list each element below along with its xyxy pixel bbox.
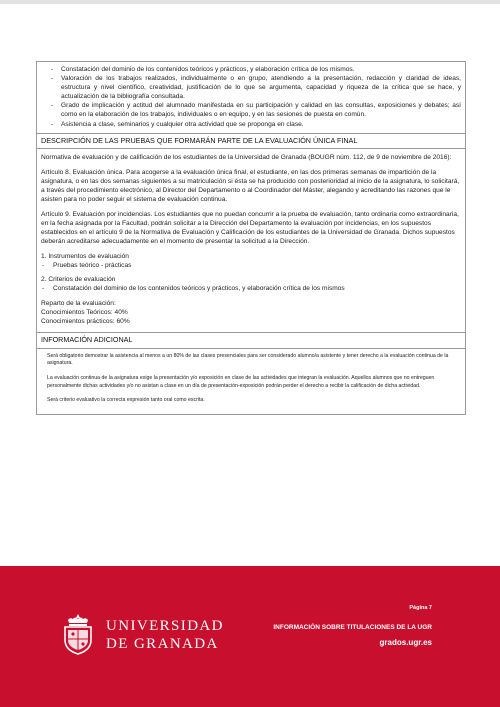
info-heading-row	[37, 333, 465, 349]
final-eval-heading-row	[37, 134, 465, 150]
criteria-eval-list	[41, 284, 461, 293]
instruments-title: 1. Instrumentos de evaluación	[41, 252, 129, 260]
info-section	[37, 349, 465, 414]
final-eval-section	[37, 149, 465, 333]
reparto-practice: Conocimientos prácticos: 60%	[41, 318, 130, 326]
footer-band	[0, 566, 500, 707]
list-item: - Constatación del dominio de los contenidos teóricos y prácticos, y elaboración crítica de los mismos	[41, 284, 461, 293]
criteria-title: 2. Criterios de evaluación	[41, 276, 116, 284]
reparto-theory: Conocimientos Teóricos: 40%	[41, 309, 128, 317]
normativa-text: Normativa de evaluación y de calificación de los estudiantes de la Universidad de Granada (BOUGR núm. 112, de 9 de noviembre de 2016):	[41, 154, 452, 162]
university-crest-icon	[60, 612, 96, 656]
info-heading: INFORMACIÓN ADICIONAL	[41, 335, 133, 345]
article-8: Artículo 8. Evaluación única. Para acogerse a la evaluación única final, el estudiante, en las dos primeras semanas de impartición de la asignatura, o en las dos semanas siguientes a su matriculación si ésta se ha producido con posterioridad al inicio de la asignatura, lo solicitará, a través del procedimiento electrónico, al Director del Departamento o al Coordinador del Máster, alegando y acreditando las razones que le asisten para no poder seguir el sistema de evaluación continua.	[41, 168, 460, 204]
criteria-list	[41, 65, 461, 129]
final-eval-heading: DESCRIPCIÓN DE LAS PRUEBAS QUE FORMARÁN PARTE DE LA EVALUACIÓN ÚNICA FINAL	[41, 135, 358, 145]
university-name-line2: DE GRANADA	[106, 636, 219, 652]
header-strip	[0, 0, 500, 4]
info-paragraph-1: Será obligatorio demostrar la asistencia al menos a un 80% de las clases presenciales para ser considerado alumno/a asistente y tener derecho a la evaluación continua de la asignatura.	[47, 352, 449, 367]
footer-info-title: INFORMACIÓN SOBRE TITULACIONES DE LA UGR	[273, 624, 432, 631]
list-item: - Asistencia a clase, seminarios y cualquier otra actividad que se proponga en clase.	[41, 120, 461, 129]
list-item: - Constatación del dominio de los contenidos teóricos y prácticos, y elaboración crítica de los mismos.	[41, 65, 461, 74]
guide-table	[36, 61, 466, 415]
info-paragraph-3: Será criterio evaluativo la correcta expresión tanto oral como escrita.	[47, 397, 205, 404]
page-number: Página 7	[409, 605, 432, 611]
university-name-line1: UNIVERSIDAD	[106, 618, 224, 634]
footer-site-link[interactable]: grados.ugr.es	[379, 638, 432, 647]
info-paragraph-2: La evaluación continua de la asignatura exige la presentación y/o exposición en clase de las actividades que integran la evaluación. Aquellos alumnos que no entreguen personalmente dichas actividades y/o no asistan a clase en un día de presentación-exposición podrán perder el derecho a recibir la calificación de dicha actividad.	[47, 375, 435, 389]
list-item: - Grado de implicación y actitud del alumnado manifestada en su participación y calidad en las consultas, exposiciones y debates; así como en la elaboración de los trabajos, individuales o en equipo, y en las sesiones de puesta en común.	[41, 101, 461, 119]
criteria-section	[37, 62, 465, 134]
reparto-title: Reparto de la evaluación:	[41, 300, 116, 308]
list-item: - Pruebas teórico - prácticas	[41, 261, 461, 270]
article-9: Artículo 9. Evaluación por incidencias. Los estudiantes que no puedan concurrir a la prueba de evaluación, tanto ordinaria como extraordinaria, en la fecha asignada por la Facultad, podrán solicitar a la Dirección del Departamento la evaluación por incidencias, en los supuestos establecidos en el artículo 9 de la Normativa de Evaluación y Calificación de los estudiantes de la Universidad de Granada. Dichos supuestos deberán acreditarse adecuadamente en el momento de presentar la solicitud a la Dirección.	[41, 210, 459, 246]
instruments-list	[41, 261, 461, 270]
list-item: - Valoración de los trabajos realizados, individualmente o en grupo, atendiendo a la presentación, redacción y claridad de ideas, estructura y nivel científico, creatividad, justificación de lo que se argumenta, capacidad y riqueza de la crítica que se hace, y actualización de la bibliografía consultada.	[41, 74, 461, 101]
